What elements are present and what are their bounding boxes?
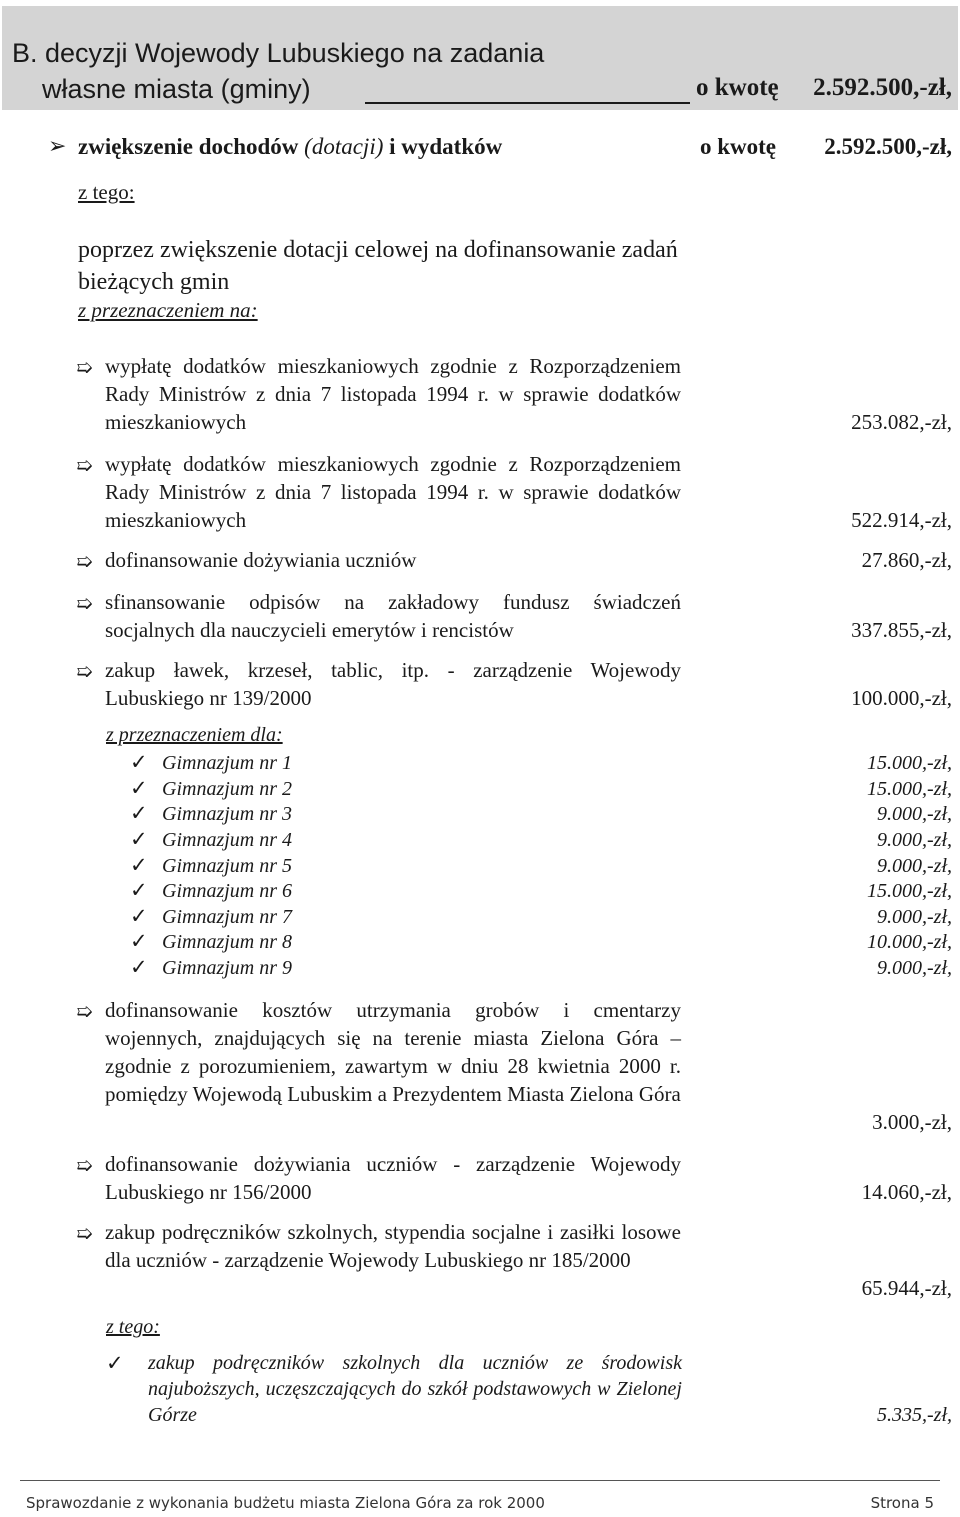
item-amount: 14.060,-zł,: [861, 1180, 952, 1204]
item-text: wypłatę dodatków mieszkaniowych zgodnie z Rozporządzeniem Rady Ministrów z dnia 7 listopada 1994 r. w sprawie dodatków mieszkaniowych: [105, 452, 681, 532]
footer-divider: [20, 1480, 940, 1481]
hand-pointer-icon: ➯: [76, 591, 93, 615]
hand-pointer-icon: ➯: [76, 549, 93, 573]
item-amount: 27.860,-zł,: [861, 548, 952, 572]
item-text: sfinansowanie odpisów na zakładowy fundusz świadczeń socjalnych dla nauczycieli emerytów i rencistów: [105, 590, 681, 642]
z-tego-label-2: z tego:: [106, 1316, 160, 1338]
section-title-line1: B. decyzji Wojewody Lubuskiego na zadania: [12, 38, 545, 68]
section-title-line2: własne miasta (gminy): [42, 74, 311, 104]
hand-pointer-icon: ➯: [76, 1153, 93, 1177]
hand-pointer-icon: ➯: [76, 355, 93, 379]
hand-pointer-icon: ➯: [76, 1221, 93, 1245]
title-underline: [365, 102, 690, 104]
item-text: dofinansowanie kosztów utrzymania grobów i cmentarzy wojennych, znajdujących się na terenie miasta Zielona Góra – zgodnie z porozumieniem, zawartym w dniu 28 kwietnia 2000 r. pomiędzy Wojewodą Lubuskim a Prezydentem Miasta Zielona Góra: [105, 998, 681, 1106]
checkmark-icon: ✓: [130, 929, 148, 953]
item-amount: 253.082,-zł,: [851, 410, 952, 434]
footer-title: Sprawozdanie z wykonania budżetu miasta Zielona Góra za rok 2000: [26, 1494, 545, 1512]
checkmark-icon: ✓: [130, 878, 148, 902]
header-kwota-label: o kwotę: [696, 74, 779, 101]
item-text: zakup ławek, krzeseł, tablic, itp. - zarządzenie Wojewody Lubuskiego nr 139/2000: [105, 658, 681, 710]
list-item: ✓ Gimnazjum nr 1 15.000,-zł,: [130, 750, 952, 774]
increase-kwota-label: o kwotę: [700, 134, 777, 159]
subsidy-description: poprzez zwiększenie dotacji celowej na dofinansowanie zadań bieżących gmin: [78, 237, 678, 295]
hand-pointer-icon: ➯: [76, 453, 93, 477]
final-text: zakup podręczników szkolnych dla uczniów ze środowisk najuboższych, uczęszczających do szkół podstawowych w Zielonej Górze: [148, 1352, 682, 1426]
item-amount: 3.000,-zł,: [872, 1110, 952, 1134]
checkmark-icon: ✓: [130, 750, 148, 774]
header-amount: 2.592.500,-zł,: [813, 74, 952, 101]
hand-pointer-icon: ➯: [76, 659, 93, 683]
arrow-bullet-icon: ➢: [48, 134, 67, 159]
item-text: wypłatę dodatków mieszkaniowych zgodnie z Rozporządzeniem Rady Ministrów z dnia 7 listopada 1994 r. w sprawie dodatków mieszkaniowych: [105, 354, 681, 434]
checkmark-icon: ✓: [130, 904, 148, 928]
list-item: ✓ Gimnazjum nr 2 15.000,-zł,: [130, 776, 952, 800]
item-amount: 65.944,-zł,: [861, 1276, 952, 1300]
item-amount: 337.855,-zł,: [851, 618, 952, 642]
page-number: Strona 5: [870, 1494, 934, 1512]
list-item: ✓ Gimnazjum nr 3 9.000,-zł,: [130, 801, 952, 825]
item-text: dofinansowanie dożywiania uczniów - zarządzenie Wojewody Lubuskiego nr 156/2000: [105, 1152, 681, 1204]
item-amount: 100.000,-zł,: [851, 686, 952, 710]
list-item: ✓ Gimnazjum nr 8 10.000,-zł,: [130, 929, 952, 953]
list-item: ✓ Gimnazjum nr 4 9.000,-zł,: [130, 827, 952, 851]
increase-amount: 2.592.500,-zł,: [824, 134, 952, 159]
item-text: zakup podręczników szkolnych, stypendia socjalne i zasiłki losowe dla uczniów - zarządzenie Wojewody Lubuskiego nr 185/2000: [105, 1220, 681, 1272]
checkmark-icon: ✓: [130, 801, 148, 825]
list-item: ✓ Gimnazjum nr 6 15.000,-zł,: [130, 878, 952, 902]
przeznaczenie-label: z przeznaczeniem na:: [78, 298, 258, 322]
final-amount: 5.335,-zł,: [877, 1404, 952, 1426]
item-text: dofinansowanie dożywiania uczniów: [105, 548, 417, 572]
checkmark-icon: ✓: [130, 776, 148, 800]
checkmark-icon: ✓: [130, 955, 148, 979]
list-item: ✓ Gimnazjum nr 7 9.000,-zł,: [130, 904, 952, 928]
increase-label: zwiększenie dochodów (dotacji) i wydatków: [78, 134, 503, 159]
gimnazja-label: z przeznaczeniem dla:: [106, 724, 283, 746]
item-amount: 522.914,-zł,: [851, 508, 952, 532]
checkmark-icon: ✓: [130, 827, 148, 851]
list-item: ✓ Gimnazjum nr 5 9.000,-zł,: [130, 853, 952, 877]
checkmark-icon: ✓: [106, 1351, 124, 1375]
hand-pointer-icon: ➯: [76, 999, 93, 1023]
z-tego-label: z tego:: [78, 180, 135, 204]
list-item: ✓ Gimnazjum nr 9 9.000,-zł,: [130, 955, 952, 979]
checkmark-icon: ✓: [130, 853, 148, 877]
